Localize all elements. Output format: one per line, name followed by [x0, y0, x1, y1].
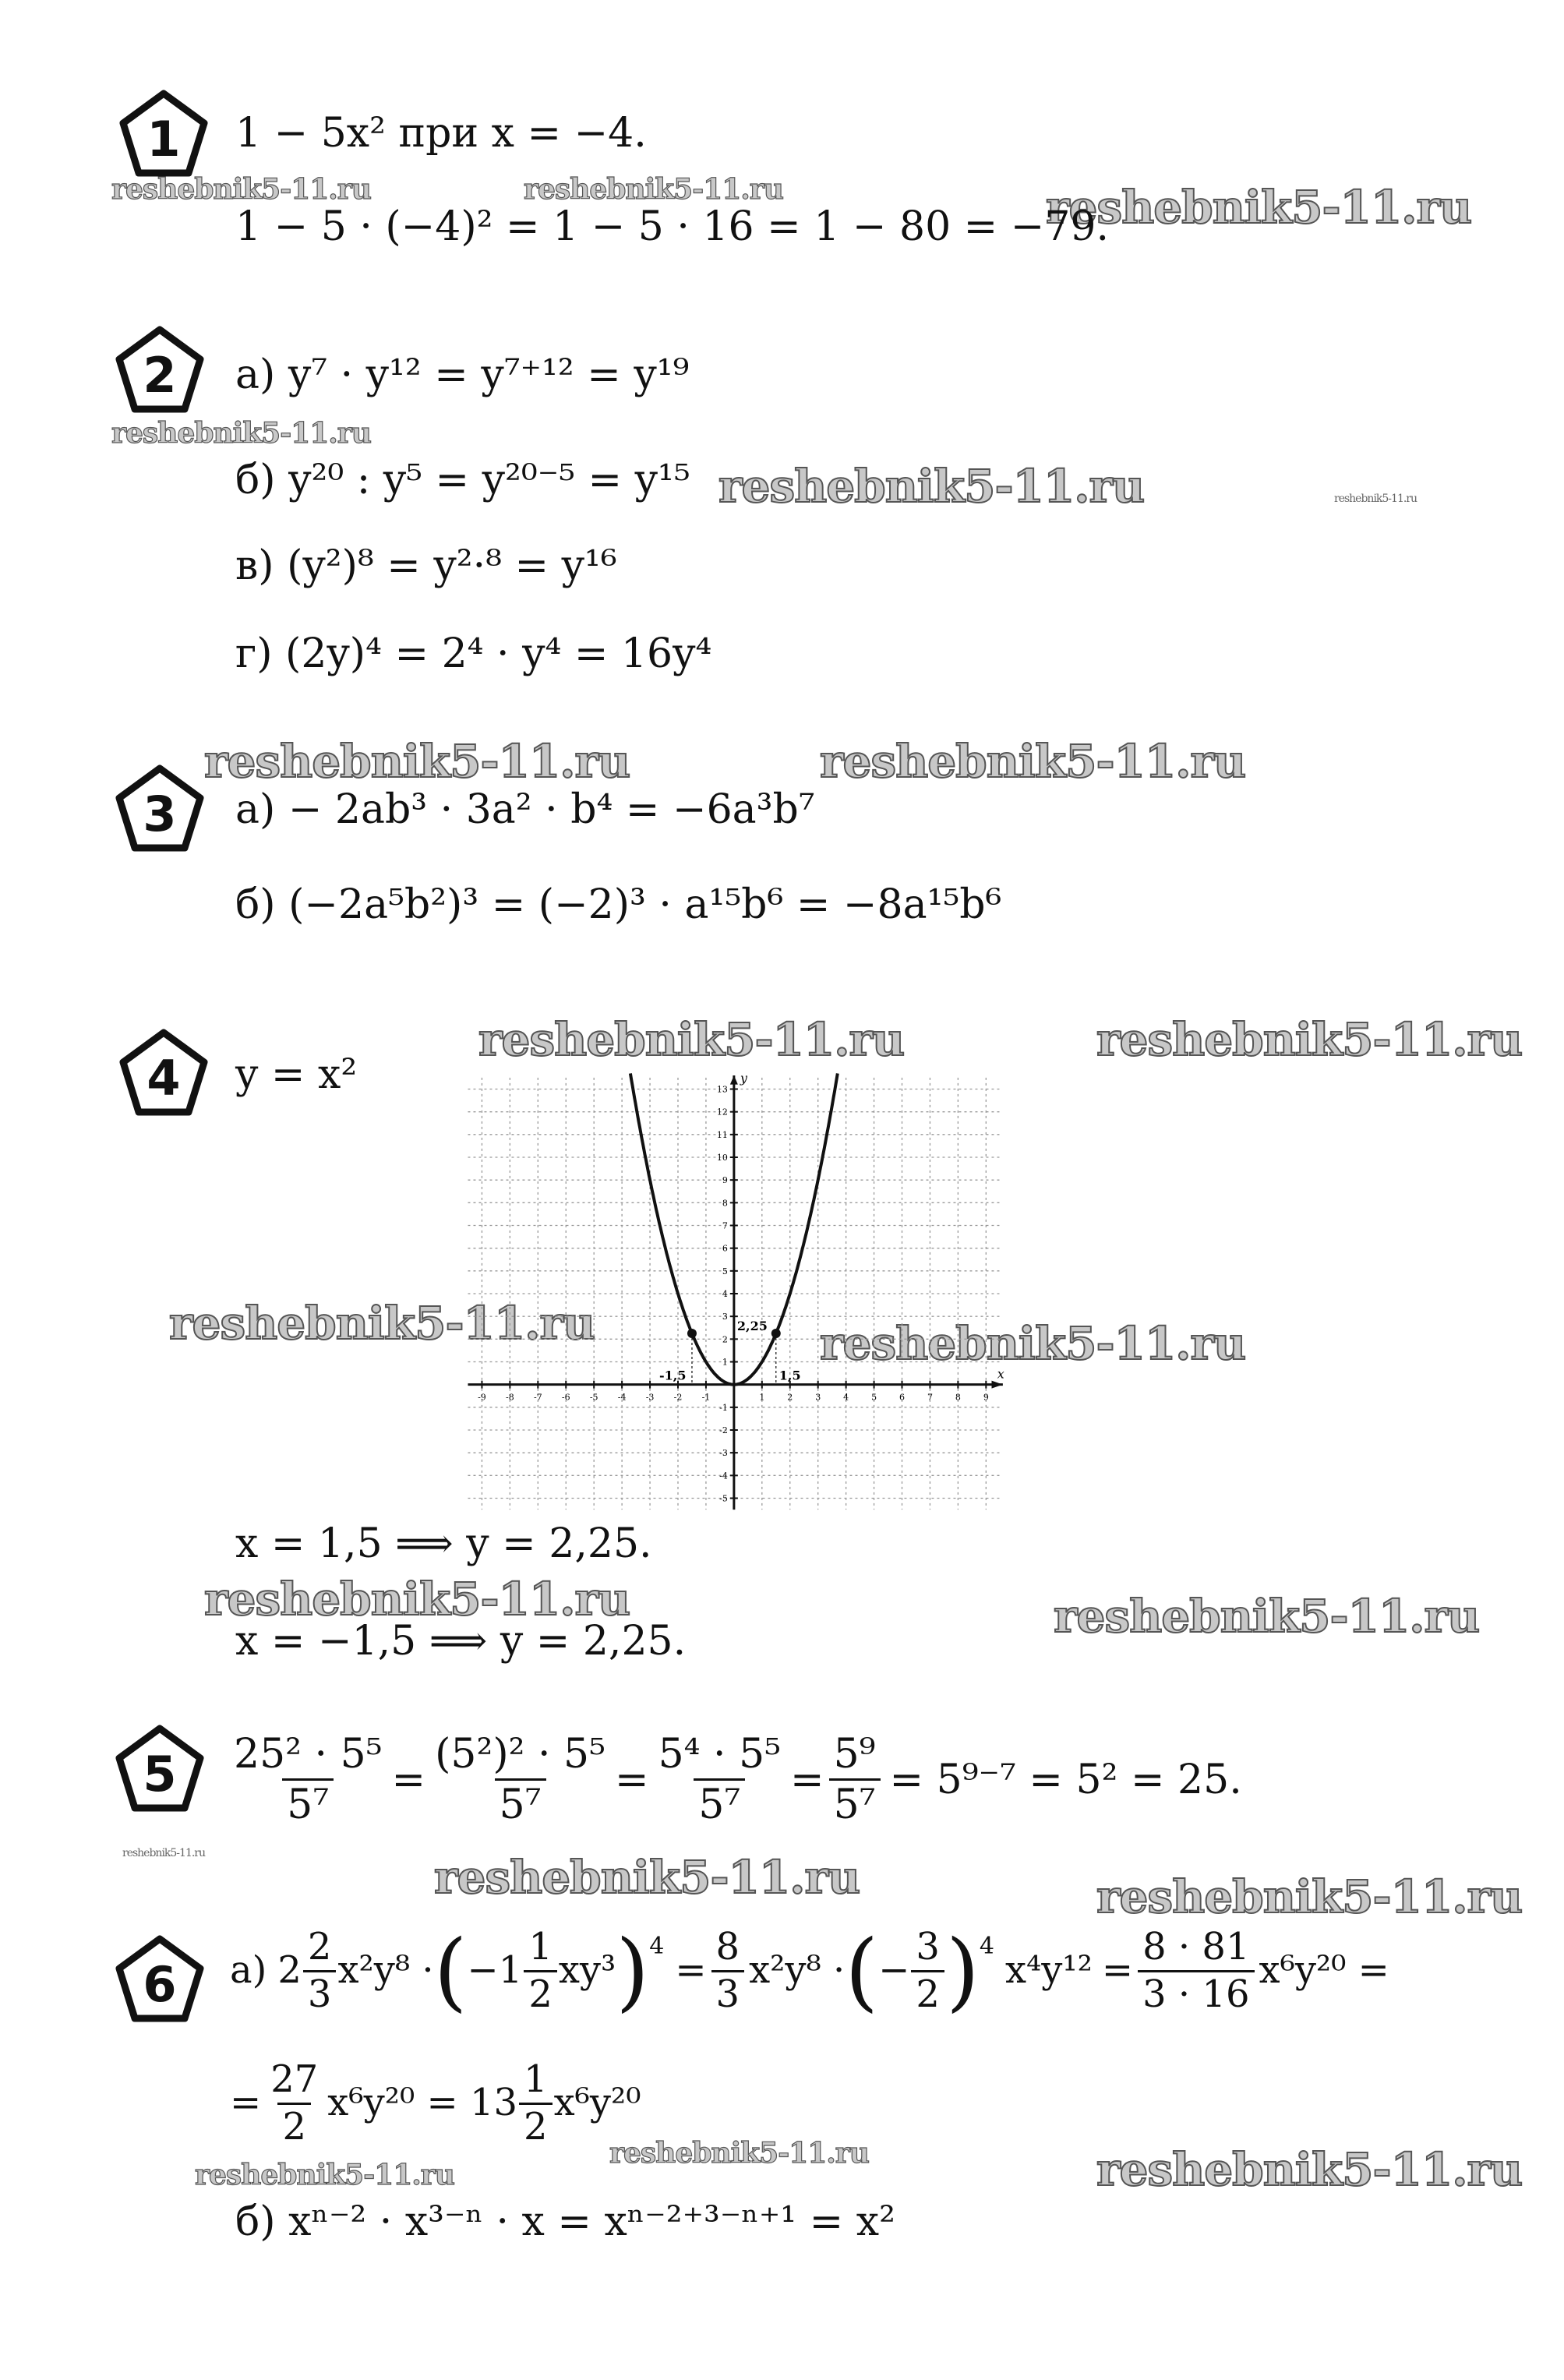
watermark: reshebnik5-11.ru: [820, 735, 1246, 788]
y-tick-label: 1: [722, 1357, 728, 1368]
x-tick-label: -1: [701, 1392, 711, 1403]
point-annotation: 1,5: [778, 1368, 801, 1383]
problem-number: 4: [147, 1050, 181, 1107]
watermark: reshebnik5-11.ru: [1096, 1870, 1523, 1923]
y-axis-arrow: [730, 1075, 738, 1085]
watermark: reshebnik5-11.ru: [1096, 1013, 1523, 1066]
x-tick-label: 8: [955, 1392, 961, 1403]
problem-number-badge: [117, 87, 210, 181]
watermark: reshebnik5-11.ru: [111, 173, 371, 206]
problem-2-line-c: в) (y²)⁸ = y²·⁸ = y¹⁶: [235, 542, 617, 589]
problem-5-expression: $\frac{\text{25² · 5⁵}}{\text{5⁷}}$ = $\frac{\text{(5²)² · 5⁵}}{\text{5⁷}}$ = $\frac{\text{5⁴ · 5⁵}}{\text{5⁷}}$ = $\frac{\text{5⁹}}{\text{5⁷}}$ = 5⁹⁻⁷ = 5² = 25.: [234, 1731, 1242, 1829]
y-tick-label: 7: [722, 1220, 728, 1231]
y-tick-label: 10: [716, 1153, 728, 1163]
watermark: reshebnik5-11.ru: [1054, 1590, 1480, 1643]
problem-3-line-a: а) − 2ab³ · 3a² · b⁴ = −6a³b⁷: [235, 786, 815, 833]
x-tick-label: -4: [617, 1392, 627, 1403]
y-tick-label: 8: [722, 1198, 728, 1209]
problem-number: 6: [143, 1956, 177, 2013]
problem-2-line-a: а) y⁷ · y¹² = y⁷⁺¹² = y¹⁹: [235, 351, 690, 398]
problem-2-line-d: г) (2y)⁴ = 2⁴ · y⁴ = 16y⁴: [235, 630, 712, 677]
watermark: reshebnik5-11.ru: [1096, 2143, 1523, 2196]
y-tick-label: -3: [719, 1448, 728, 1459]
y-tick-label: 3: [722, 1312, 728, 1322]
watermark: reshebnik5-11.ru: [478, 1013, 905, 1066]
y-tick-label: 5: [722, 1266, 728, 1277]
problem-number-badge: [113, 762, 207, 856]
problem-6-line-a2: = $\frac{27}{2}$ x⁶y²⁰ = 13 $\frac{1}{2}$ x⁶y²⁰: [230, 2057, 641, 2149]
x-tick-label: -5: [589, 1392, 598, 1403]
x-tick-label: 5: [871, 1392, 877, 1403]
watermark: reshebnik5-11.ru: [434, 1851, 860, 1904]
watermark: reshebnik5-11.ru: [1334, 493, 1417, 505]
y-tick-label: 13: [716, 1084, 728, 1095]
x-tick-label: 2: [787, 1392, 793, 1403]
marked-point: [687, 1329, 697, 1338]
watermark: reshebnik5-11.ru: [204, 1573, 630, 1626]
problem-number-badge: [113, 323, 207, 417]
x-tick-label: -3: [645, 1392, 655, 1403]
point-annotation: 2,25: [736, 1319, 768, 1334]
problem-4-answer-1: x = 1,5 ⟹ y = 2,25.: [235, 1520, 652, 1567]
problem-6-line-b: б) xⁿ⁻² · x³⁻ⁿ · x = xⁿ⁻²⁺³⁻ⁿ⁺¹ = x²: [235, 2198, 895, 2245]
problem-3-line-b: б) (−2a⁵b²)³ = (−2)³ · a¹⁵b⁶ = −8a¹⁵b⁶: [235, 881, 1002, 928]
x-tick-label: -7: [533, 1392, 542, 1403]
problem-number-badge: [117, 1026, 210, 1120]
watermark: reshebnik5-11.ru: [524, 173, 783, 206]
y-axis-label: y: [740, 1070, 747, 1086]
problem-number: 1: [147, 111, 181, 168]
problem-2-line-b: б) y²⁰ : y⁵ = y²⁰⁻⁵ = y¹⁵: [235, 457, 690, 503]
problem-number: 2: [143, 347, 177, 404]
watermark: reshebnik5-11.ru: [718, 460, 1145, 513]
y-tick-label: 12: [716, 1107, 728, 1118]
x-tick-label: 4: [843, 1392, 849, 1403]
marked-point: [771, 1329, 781, 1338]
y-tick-label: 6: [722, 1243, 728, 1254]
x-tick-label: 9: [983, 1392, 989, 1403]
problem-6-line-a1: а) 2 $\frac{2}{3}$ x²y⁸ · ( −1 $\frac{1}{2}$ xy³ ) 4 = $\frac{8}{3}$ x²y⁸ · ( − $\frac{3}{2}$ ) 4 x⁴y¹² = $\frac{8 \cdot 81}{3 \cdot 16}$ x⁶y²⁰ =: [230, 1921, 1389, 2022]
problem-1-solution: 1 − 5 · (−4)² = 1 − 5 · 16 = 1 − 80 = −79.: [235, 203, 1110, 250]
x-tick-label: -2: [673, 1392, 683, 1403]
x-tick-label: -8: [506, 1392, 514, 1403]
watermark: reshebnik5-11.ru: [122, 1847, 206, 1859]
x-tick-label: 1: [759, 1392, 765, 1403]
x-tick-label: -6: [561, 1392, 570, 1403]
y-tick-label: -2: [719, 1425, 728, 1435]
y-tick-label: 11: [716, 1129, 728, 1140]
problem-4-answer-2: x = −1,5 ⟹ y = 2,25.: [235, 1618, 687, 1665]
problem-1-condition: 1 − 5x² при x = −4.: [235, 110, 647, 157]
x-tick-label: 6: [899, 1392, 905, 1403]
y-tick-label: 9: [722, 1175, 728, 1186]
watermark: reshebnik5-11.ru: [169, 1297, 595, 1350]
x-tick-label: -9: [478, 1392, 486, 1403]
y-tick-label: 2: [722, 1334, 728, 1345]
y-tick-label: -4: [719, 1471, 728, 1481]
point-annotation: -1,5: [658, 1368, 687, 1383]
watermark: reshebnik5-11.ru: [204, 735, 630, 788]
y-tick-label: 4: [722, 1289, 728, 1299]
watermark: reshebnik5-11.ru: [820, 1317, 1246, 1370]
x-axis-arrow: [992, 1381, 1003, 1389]
parabola-graph: [478, 1060, 1052, 1527]
watermark: reshebnik5-11.ru: [195, 2159, 454, 2191]
problem-number-badge: [113, 1933, 207, 2026]
x-tick-label: 7: [927, 1392, 933, 1403]
watermark: reshebnik5-11.ru: [609, 2137, 869, 2170]
problem-number: 5: [143, 1746, 177, 1803]
y-tick-label: -1: [719, 1402, 728, 1413]
watermark: reshebnik5-11.ru: [111, 417, 371, 450]
problem-number-badge: [113, 1722, 207, 1816]
x-axis-label: x: [997, 1366, 1004, 1382]
problem-number: 3: [143, 786, 177, 842]
watermark: reshebnik5-11.ru: [1046, 181, 1472, 234]
y-tick-label: -5: [719, 1493, 728, 1504]
problem-4-function: y = x²: [235, 1051, 358, 1098]
x-tick-label: 3: [815, 1392, 821, 1403]
